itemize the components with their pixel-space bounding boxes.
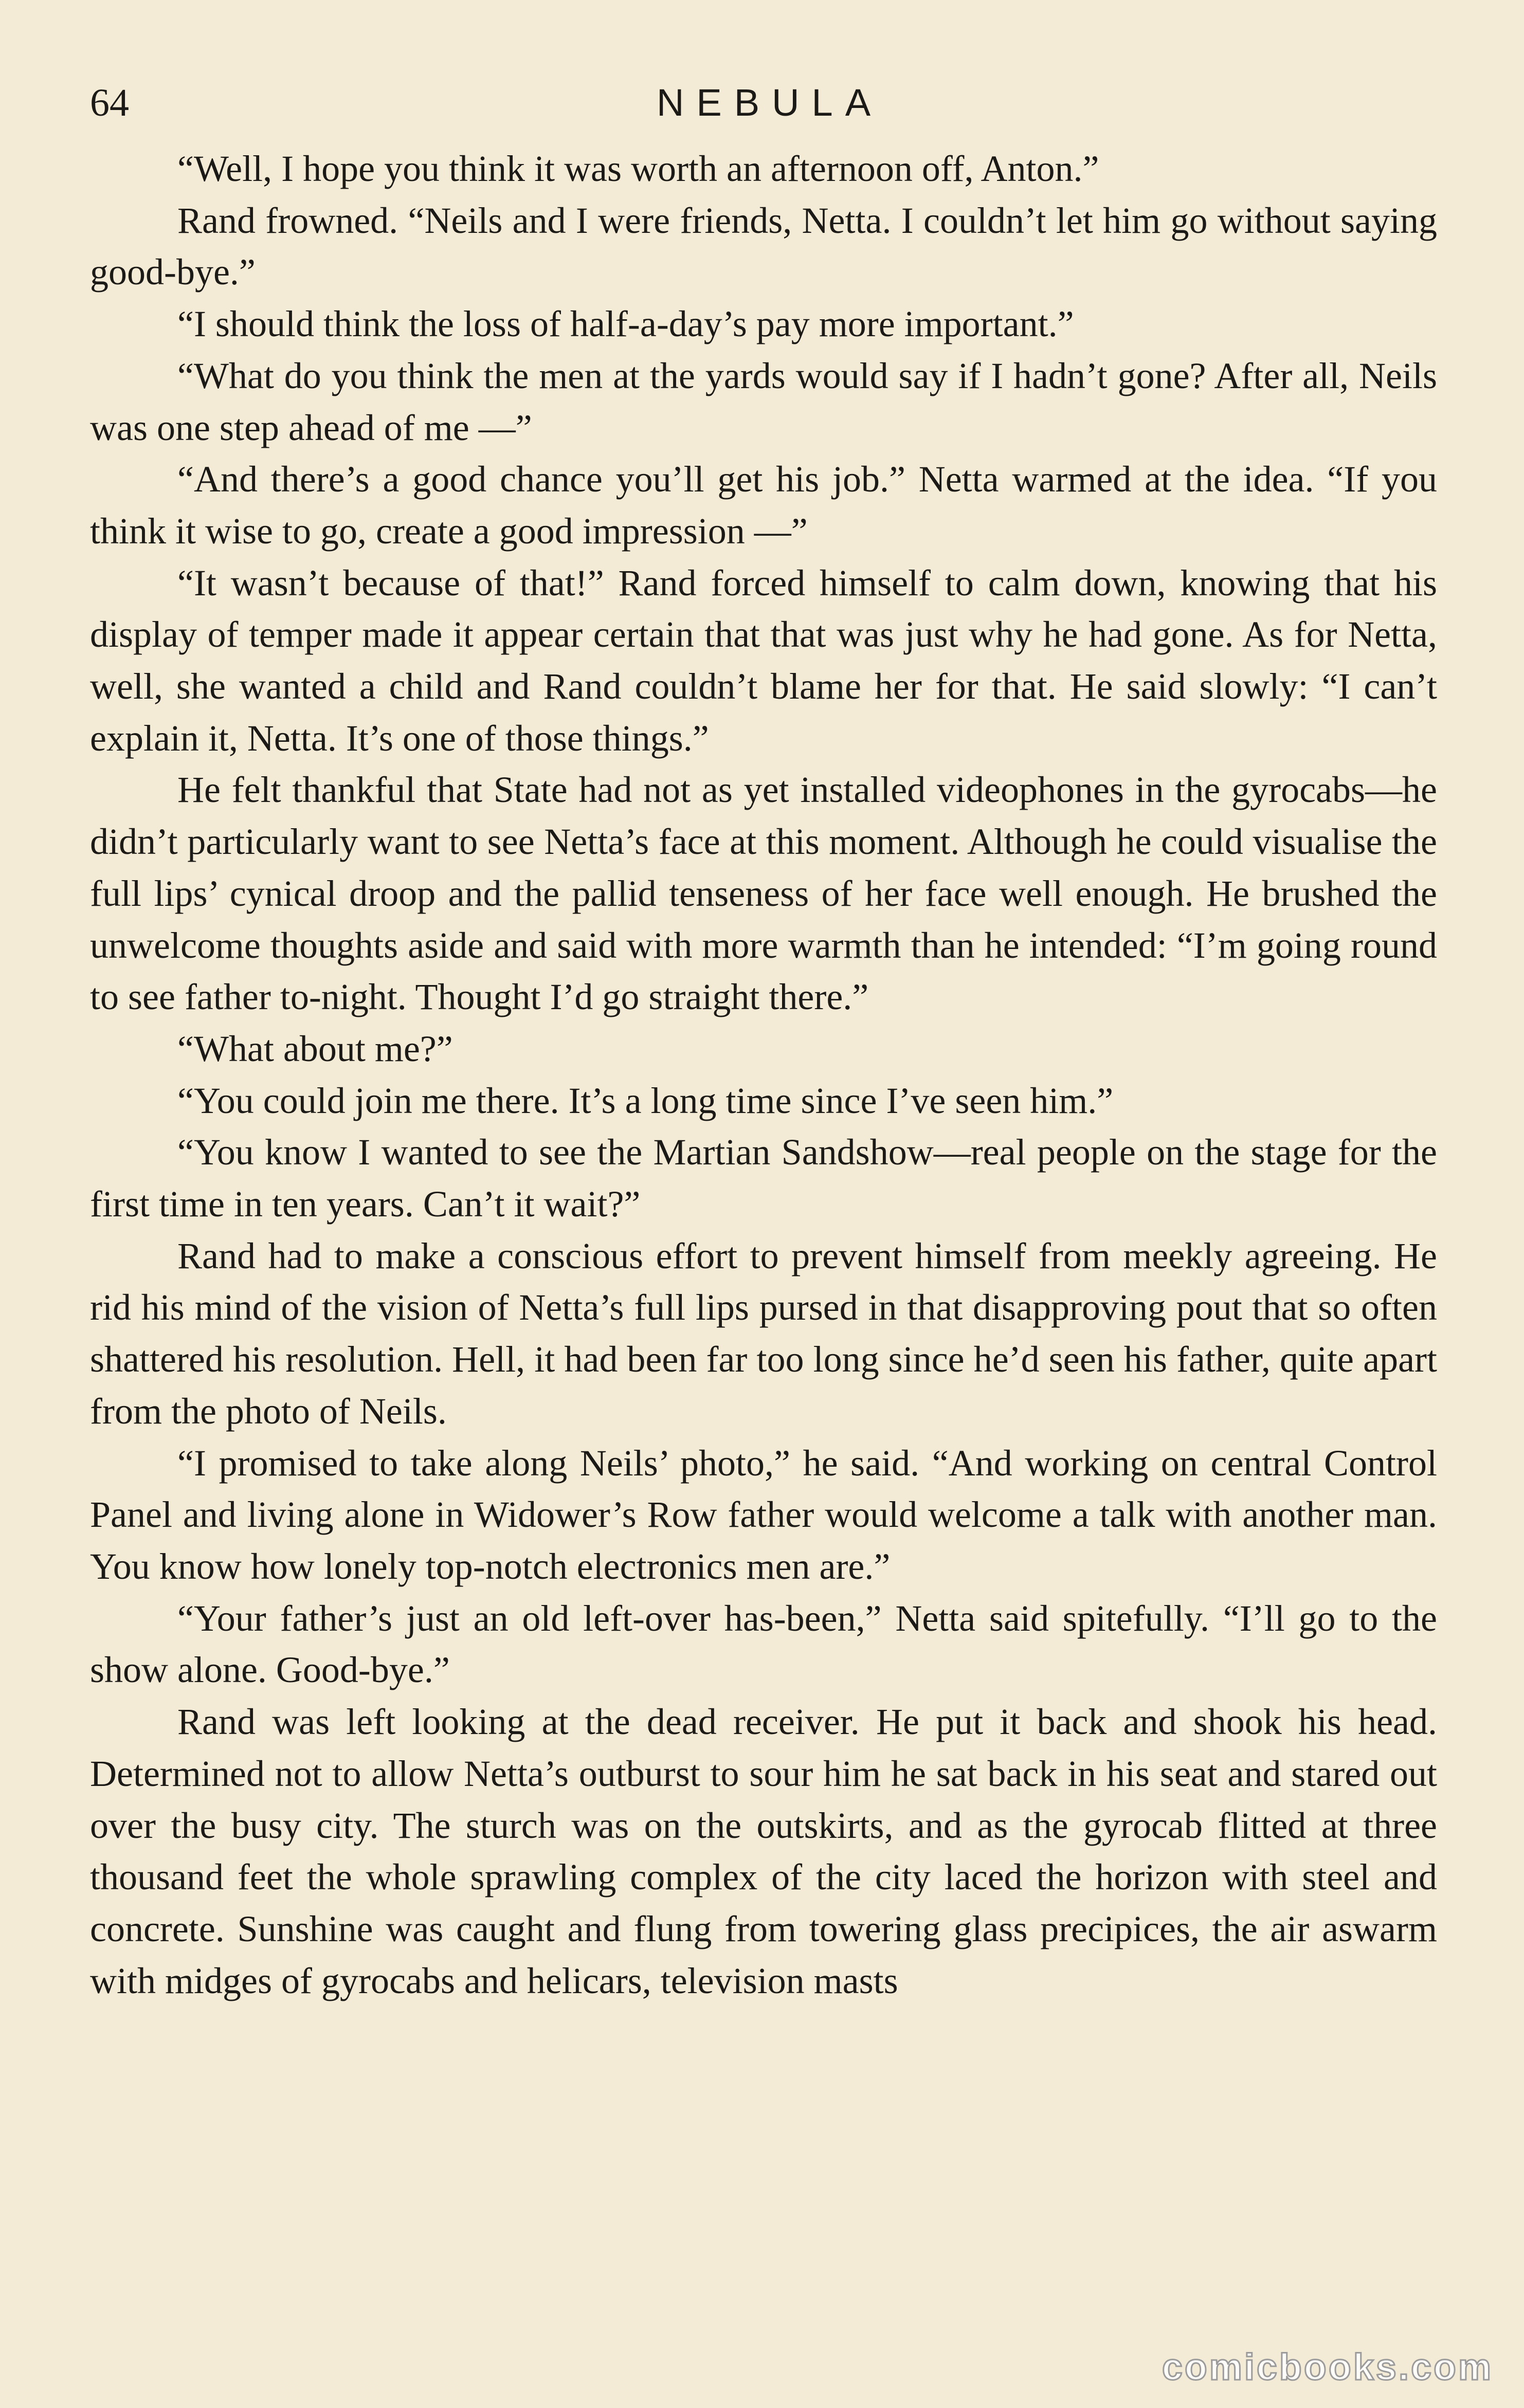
running-head <box>90 77 1437 129</box>
paragraph: “You could join me there. It’s a long time since I’ve seen him.” <box>177 1080 1114 1121</box>
paragraph: “You know I wanted to see the Martian Sandshow—real people on the stage for the first time in ten years. Can’t it wait?” <box>90 1132 1437 1225</box>
paragraph: Rand frowned. “Neils and I were friends, Netta. I couldn’t let him go without saying good-bye.” <box>90 199 1437 293</box>
page-number: 64 <box>90 81 129 124</box>
paragraph: “Well, I hope you think it was worth an afternoon off, Anton.” <box>177 148 1099 189</box>
paragraph: Rand had to make a conscious effort to prevent himself from meekly agreeing. He rid his mind of the vision of Netta’s full lips pursed in that disapproving pout that so often shattered his resolution. Hell, it had been far too long since he’d seen his father, quite apart from the photo of Neils. <box>90 1235 1437 1432</box>
running-title: NEBULA <box>656 81 883 124</box>
paragraph: “What do you think the men at the yards would say if I hadn’t gone? After all, Neils was one step ahead of me —” <box>90 355 1437 448</box>
paragraph: “I should think the loss of half-a-day’s pay more important.” <box>177 303 1074 345</box>
watermark: comicbooks.com <box>1162 2347 1493 2388</box>
paragraph: “What about me?” <box>177 1028 453 1069</box>
paragraph: “I promised to take along Neils’ photo,” he said. “And working on central Control Panel and living alone in Widower’s Row father would welcome a talk with another man. You know how lonely top-notch electronics men are.” <box>90 1442 1437 1587</box>
paragraph: “And there’s a good chance you’ll get his job.” Netta warmed at the idea. “If you think it wise to go, create a good impression —” <box>90 459 1437 552</box>
paragraph: “Your father’s just an old left-over has-been,” Netta said spitefully. “I’ll go to the show alone. Good-bye.” <box>90 1597 1437 1691</box>
paragraph: Rand was left looking at the dead receiver. He put it back and shook his head. Determined not to allow Netta’s outburst to sour him he sat back in his seat and stared out over the busy city. The sturch was on the outskirts, and as the gyrocab flitted at three thousand feet the whole sprawling complex of the city laced the horizon with steel and concrete. Sunshine was caught and flung from towering glass precipices, the air aswarm with midges of gyrocabs and helicars, television masts <box>90 1701 1437 2001</box>
book-page <box>90 77 1437 2006</box>
body-text <box>90 143 1437 2006</box>
paragraph: “It wasn’t because of that!” Rand forced himself to calm down, knowing that his display of temper made it appear certain that that was just why he had gone. As for Netta, well, she wanted a child and Rand couldn’t blame her for that. He said slowly: “I can’t explain it, Netta. It’s one of those things.” <box>90 562 1437 759</box>
paragraph: He felt thankful that State had not as yet installed videophones in the gyrocabs—he didn’t particularly want to see Netta’s face at this moment. Although he could visualise the full lips’ cynical droop and the pallid tenseness of her face well enough. He brushed the unwelcome thoughts aside and said with more warmth than he intended: “I’m going round to see father to-night. Thought I’d go straight there.” <box>90 769 1437 1018</box>
